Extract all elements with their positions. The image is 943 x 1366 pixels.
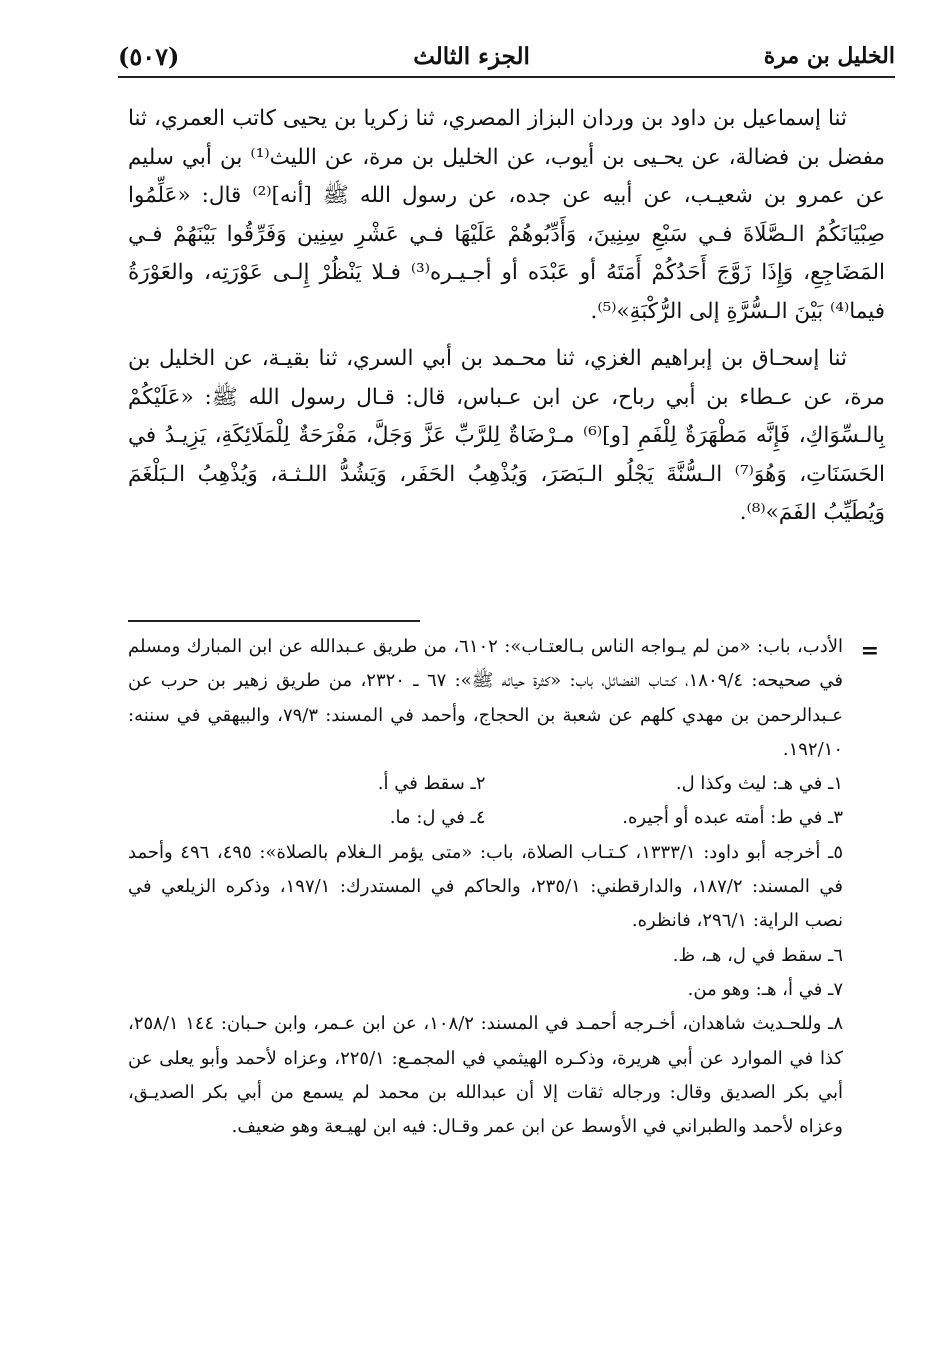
footnote-separator bbox=[128, 620, 420, 622]
footnote-5: ٥ـ أخرجه أبو داود: ١٣٣٣/١، كـتـاب الصلاة، باب: «متى يؤمر الـغلام بالصلاة»: ٤٩٥، ٤٩٦ وأحمد في المسند: ١٨٧/٢، والدارقطني: ٢٣٥/١، والحاكم في المستدرك: ١٩٧/١، وذكره الزيلعي في نصب الراية: ٢٩٦/١، فانظره. bbox=[128, 841, 843, 932]
footnote-7: ٧ـ في أ، هـ: وهو من. bbox=[687, 978, 843, 1000]
footnote-continuation: الأدب، باب: «من لم يـواجه الناس بـالعتـاب»: ٦١٠٢، من طريق عـبدالله عن ابن المبارك ومسلم في صحيحه: ١٨٠٩/٤، كـتـاب الفضائل، باب: «كثرة حيائه ﷺ»: ٦٧ ـ ٢٣٢٠، من طريق زهير بن حرب عن عـبدالرحمن بن مهدي كلهم عن شعبة بن الحجاج، وأحمد في المسند: ٧٩/٣، والبيهقي في سننه: ١٩٢/١٠. bbox=[128, 636, 844, 760]
volume-title: الجزء الثالث bbox=[413, 42, 530, 70]
page-header bbox=[118, 36, 895, 76]
hadith-paragraph-1: ثنا إسماعيل بن داود بن وردان البزاز المصري، ثنا زكريا بن يحيى كاتب العمري، ثنا مفضل بن فضالة، عن يحـيى بن أيوب، عن الخليل بن مرة، عن الليث⁽¹⁾ بن أبي سليم عن عمرو بن شعيـب، عن أبيه عن جده، عن رسول الله ﷺ [أنه]⁽²⁾ قال: «عَلِّمُوا صِبْيَانَكُمُ الـصَّلَاةَ فـي سَبْعِ سِنِينَ، وَأَدِّبُوهُمْ عَلَيْهَا فـي عَشْرِ سِنِين وَفَرِّقُوا بَيْنَهُمْ فـي المَضَاجِعِ، وَإِذَا زَوَّجَ أَحَدُكُمْ أَمَتَهُ أو عَبْدَه أو أجـيـره⁽³⁾ فـلا يَنْظُرْ إِلـى عَوْرَتِه، والعَوْرَةُ فيما⁽⁴⁾ بَيْنَ الـسُّرَّةِ إلى الرُّكْبَةِ»⁽⁵⁾. bbox=[128, 106, 885, 324]
footnote-continuation-marker: = bbox=[860, 638, 879, 664]
footnote-2: ٢ـ سقط في أ. bbox=[377, 773, 486, 795]
footnote-row-1-2 bbox=[128, 767, 843, 801]
header-rule bbox=[118, 76, 895, 78]
footnotes bbox=[128, 630, 843, 1144]
main-text bbox=[128, 100, 885, 542]
hadith-paragraph-2: ثنا إسحـاق بن إبراهيم الغزي، ثنا محـمد بن أبي السري، ثنا بقيـة، عن الخليل بن مرة، عن عـطاء بن أبي رباح، عن ابن عـباس، قال: قـال رسول الله ﷺ: «عَلَيْكُمْ بِالـسِّوَاكِ، فَإِنَّه مَطْهَرَةٌ لِلْفَمِ [و]⁽⁶⁾ مـرْضَاةٌ لِلرَّبِّ عَزَّ وَجَلَّ، مَفْرَحَةٌ لِلْمَلَائِكَةِ، يَزِيـدُ في الحَسَنَاتِ، وَهُوَ⁽⁷⁾ الـسُّنَّةَ يَجْلُو الـبَصَرَ، وَيُذْهِبُ الحَفَر، وَيَشُدُّ اللـثـة، وَيُذْهِبُ الـبَلْغَمَ وَيُطَيِّبُ الفَمَ»⁽⁸⁾. bbox=[128, 346, 886, 525]
footnote-6: ٦ـ سقط في ل، هـ، ظ. bbox=[672, 944, 843, 966]
footnote-8: ٨ـ وللحـديث شاهدان، أخـرجه أحمـد في المسند: ١٠٨/٢، عن ابن عـمر، وابن حـبان: ١٤٤ ٢٥٨/١، كذا في الموارد عن أبي هريرة، وذكـره الهيثمي في المجمـع: ٢٢٥/١، وعزاه لأحمد وأبو يعلى عن أبي بكر الصديق وقال: ورجاله ثقات إلا أن عبدالله بن محمد لم يسمع من أبي بكر الصديـق، وعزاه لأحمد والطبراني في الأوسط عن ابن عمر وقـال: فيه ابن لهيـعة وهو ضعيف. bbox=[128, 1013, 844, 1138]
footnote-1: ١ـ في هـ: ليث وكذا ل. bbox=[675, 773, 843, 795]
footnote-4: ٤ـ في ل: ما. bbox=[389, 807, 486, 829]
footnote-3: ٣ـ في ط: أمته عبده أو أجيره. bbox=[622, 807, 843, 829]
footnote-row-3-4 bbox=[128, 801, 843, 835]
chapter-author-name: الخليل بن مرة bbox=[763, 43, 895, 69]
page-number: (٥٠٧) bbox=[118, 41, 180, 71]
